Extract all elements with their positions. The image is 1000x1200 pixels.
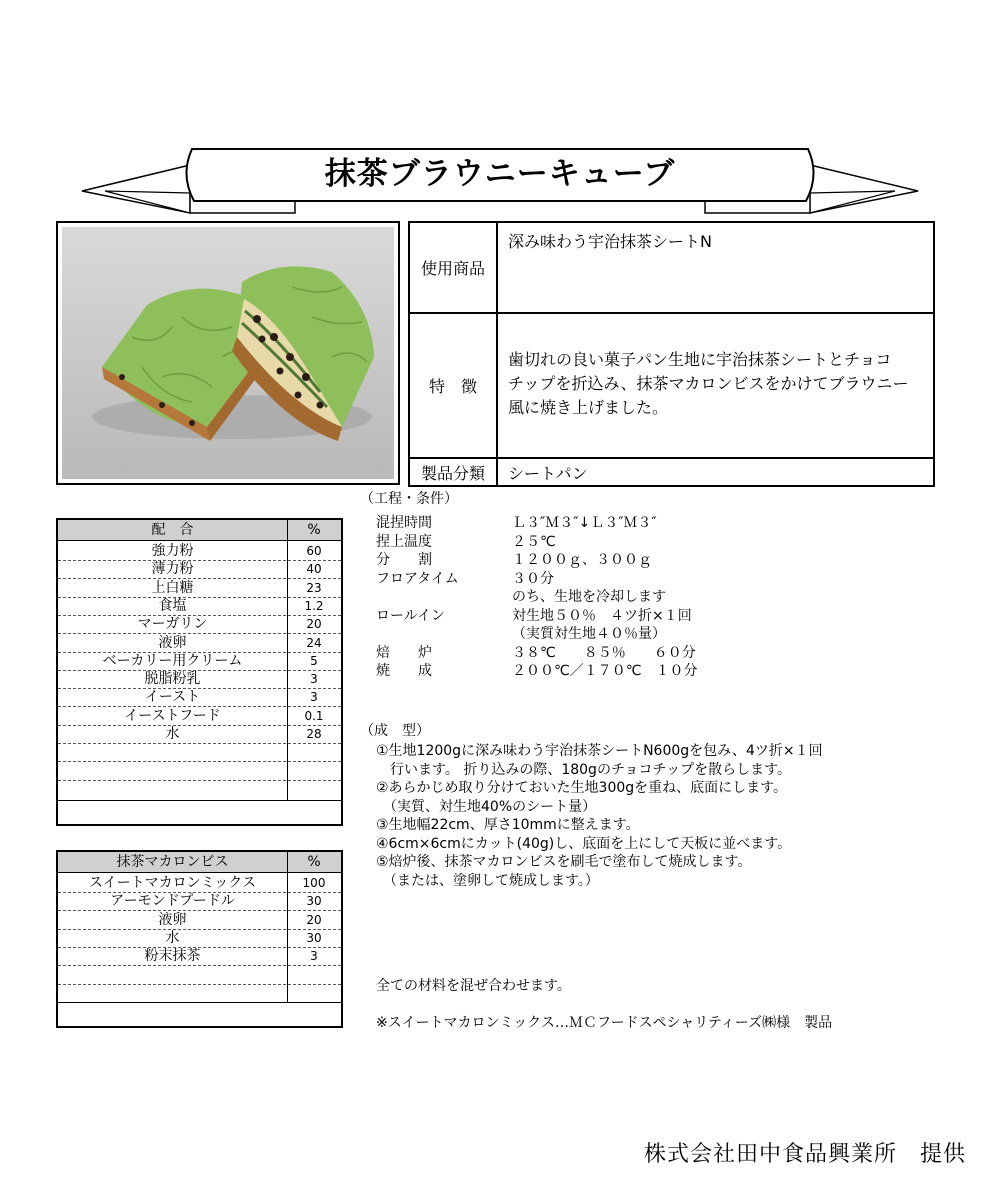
divider xyxy=(58,1002,341,1003)
product-label: 使用商品 xyxy=(410,223,498,312)
ingredient-name: マーガリン xyxy=(137,616,208,633)
ingredient-name: 液卵 xyxy=(158,911,187,928)
ingredient-percent: 23 xyxy=(306,580,322,595)
category-value: シートパン xyxy=(508,464,588,483)
ingredient-percent: 24 xyxy=(306,635,322,650)
table-row xyxy=(58,762,341,781)
ingredient-percent: 20 xyxy=(306,617,322,632)
feature-line: 歯切れの良い菓子パン生地に宇治抹茶シートとチョコ xyxy=(508,350,892,369)
ingredient-name: 強力粉 xyxy=(151,543,194,559)
process-label: ロールイン xyxy=(376,607,446,624)
ingredient-name: 上白糖 xyxy=(151,579,194,596)
process-heading: （工程・条件） xyxy=(360,491,458,507)
process-value: Ｌ３″Ｍ３″↓Ｌ３″Ｍ３″ xyxy=(512,515,657,531)
ingredient-name: イースト xyxy=(144,689,201,706)
table-row xyxy=(58,597,341,616)
ingredient-percent: 28 xyxy=(306,727,322,741)
macaron-header xyxy=(58,852,341,873)
ingredient-name: アーモンドプードル xyxy=(110,893,235,910)
table-row xyxy=(58,743,341,762)
process-value: ２５℃ xyxy=(512,533,556,550)
recipe-header-name: 配 合 xyxy=(151,522,194,538)
shaping-step-line: ②あらかじめ取り分けておいた生地300gを重ね、底面にします。 xyxy=(376,780,788,796)
ingredient-percent: 0.1 xyxy=(304,708,324,723)
ingredient-name: 食塩 xyxy=(158,597,187,614)
recipe-table xyxy=(56,518,343,826)
ingredient-name: 粉末抹茶 xyxy=(144,948,201,965)
product-info-table xyxy=(408,221,935,487)
ingredient-name: 薄力粉 xyxy=(151,561,194,578)
shaping-step-line: ①生地1200gに深み味わう宇治抹茶シートN600gを包み、4ツ折×１回 xyxy=(376,743,823,759)
ingredient-percent: 30 xyxy=(306,930,322,945)
process-label: 捏上温度 xyxy=(376,533,432,550)
process-label: 分 割 xyxy=(376,552,432,568)
table-row xyxy=(58,911,341,930)
process-value: （実質対生地４０％量） xyxy=(512,626,666,642)
process-label: 混捏時間 xyxy=(376,515,432,531)
process-value: ３０分 xyxy=(512,570,554,587)
process-value: のち、生地を冷却します xyxy=(512,589,666,605)
process-label: 焙 炉 xyxy=(376,644,432,661)
ingredient-percent: 40 xyxy=(306,562,322,577)
product-photo xyxy=(62,227,394,479)
table-row xyxy=(58,929,341,948)
ingredient-name: イーストフード xyxy=(124,707,221,724)
table-row xyxy=(58,688,341,707)
ingredient-name: ベーカリー用クリーム xyxy=(102,652,243,669)
table-row xyxy=(58,634,341,653)
ingredient-percent: 1.2 xyxy=(304,598,324,613)
macaron-header-name: 抹茶マカロンビス xyxy=(116,854,229,870)
table-row xyxy=(58,966,341,985)
ingredient-name: 脱脂粉乳 xyxy=(144,671,201,688)
category-label: 製品分類 xyxy=(410,459,498,485)
table-row xyxy=(58,947,341,966)
process-list xyxy=(376,514,796,684)
table-row xyxy=(58,707,341,726)
table-row xyxy=(58,725,341,744)
ingredient-name: 水 xyxy=(165,726,180,742)
process-value: ３８℃ ８５％ ６０分 xyxy=(512,644,696,661)
feature-line: 風に焼き上げました。 xyxy=(508,398,669,417)
ingredient-percent: 3 xyxy=(310,949,318,964)
table-row xyxy=(58,560,341,579)
process-value: １２００ｇ、３００ｇ xyxy=(512,552,652,568)
table-row xyxy=(58,615,341,634)
table-row xyxy=(58,892,341,911)
feature-text xyxy=(500,348,933,420)
macaron-table xyxy=(56,850,343,1028)
page-title: 抹茶ブラウニーキューブ xyxy=(324,156,676,192)
divider xyxy=(58,800,341,801)
product-photo-frame xyxy=(56,221,400,485)
shaping-step-line: 行います。 折り込みの際、180gのチョコチップを散らします。 xyxy=(376,761,791,778)
ingredient-name: 液卵 xyxy=(158,634,187,651)
ingredient-percent: 60 xyxy=(306,544,322,558)
feature-line: チップを折込み、抹茶マカロンビスをかけてブラウニー xyxy=(508,374,909,393)
supplier-note: ※スイートマカロンミックス…ＭＣフードスペシャリティーズ㈱様 製品 xyxy=(376,1015,833,1031)
table-row xyxy=(58,652,341,671)
mix-note: 全ての材料を混ぜ合わせます。 xyxy=(376,978,571,994)
credit: 株式会社田中食品興業所 提供 xyxy=(643,1142,966,1167)
table-row xyxy=(58,542,341,561)
ingredient-percent: 20 xyxy=(306,912,322,927)
table-row xyxy=(58,670,341,689)
shaping-steps xyxy=(376,742,936,890)
macaron-header-pct: % xyxy=(307,854,321,870)
ingredient-percent: 30 xyxy=(306,894,322,909)
ingredient-percent: 5 xyxy=(310,653,318,668)
process-value: 対生地５０％ ４ツ折×１回 xyxy=(512,607,692,624)
product-value: 深み味わう宇治抹茶シートN xyxy=(508,232,712,251)
ingredient-percent: 3 xyxy=(310,690,318,705)
shaping-step-line: （実質、対生地40%のシート量） xyxy=(376,798,597,815)
process-value: ２００℃／１７０℃ １０分 xyxy=(512,663,698,679)
recipe-header xyxy=(58,520,341,541)
process-label: フロアタイム xyxy=(376,570,459,587)
shaping-step-line: ③生地幅22cm、厚さ10mmに整えます。 xyxy=(376,817,640,833)
recipe-header-pct: % xyxy=(307,522,321,538)
shaping-step-line: ⑤焙炉後、抹茶マカロンビスを刷毛で塗布して焼成します。 xyxy=(376,854,752,870)
shaping-step-line: （または、塗卵して焼成します。） xyxy=(376,872,599,889)
ingredient-percent: 3 xyxy=(310,672,318,687)
ingredient-percent: 100 xyxy=(302,876,326,890)
ingredient-name: 水 xyxy=(165,929,180,946)
shaping-heading: （成 型） xyxy=(360,723,430,739)
table-row xyxy=(58,579,341,598)
feature-label: 特 徴 xyxy=(410,314,498,457)
shaping-step-line: ④6cm×6cmにカット(40g)し、底面を上にして天板に並べます。 xyxy=(376,835,792,852)
table-row xyxy=(58,874,341,893)
ingredient-name: スイートマカロンミックス xyxy=(88,875,257,891)
process-label: 焼 成 xyxy=(376,663,432,679)
